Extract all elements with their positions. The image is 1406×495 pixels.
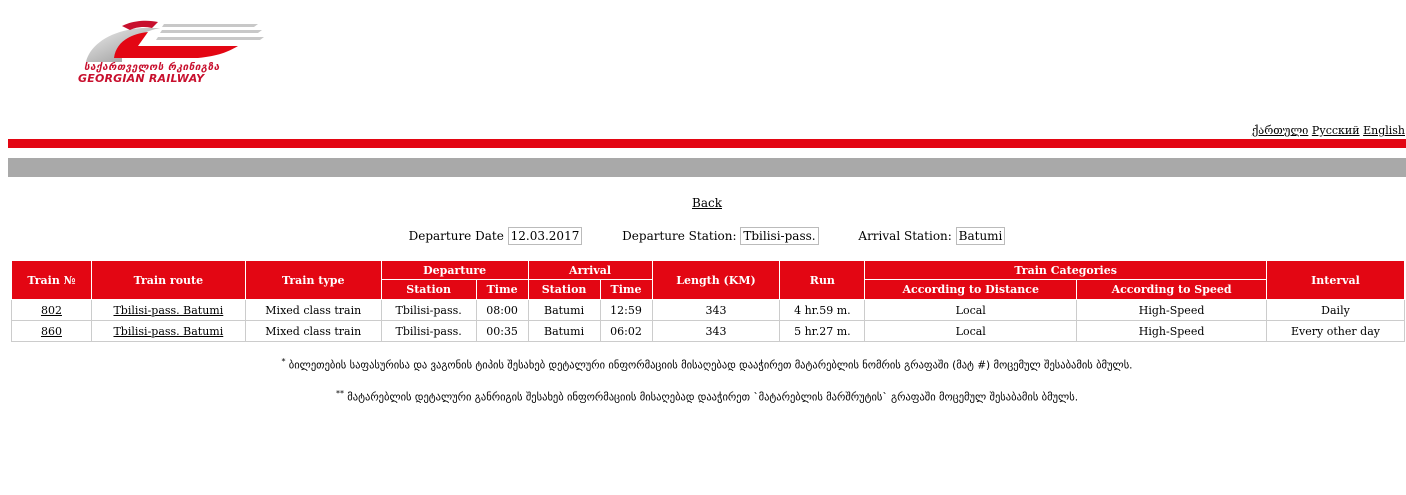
- lang-english-link[interactable]: English: [1363, 124, 1405, 137]
- departure-date-label: Departure Date: [408, 229, 504, 243]
- cell-train-type: Mixed class train: [245, 321, 381, 342]
- cell-length: 343: [652, 321, 780, 342]
- cell-departure-time: 08:00: [476, 300, 528, 321]
- footnote-1-text: ბილეთების საფასურისა და ვაგონის ტიპის შესახებ დეტალური ინფორმაციის მისაღებად დააჭირეთ მატარებლის ნომრის გრაფაში (მატ #) მოცემულ შესაბამის ბმულს.: [288, 359, 1133, 372]
- cell-interval: Every other day: [1267, 321, 1405, 342]
- header-length: Length (KM): [652, 261, 780, 300]
- back-link[interactable]: Back: [692, 196, 722, 210]
- footnote-2: [8, 389, 1406, 404]
- header-departure-time: Time: [476, 280, 528, 300]
- train-schedule-table: [11, 260, 1405, 342]
- arrival-station-group: [858, 227, 1005, 245]
- footnote-2-mark: **: [335, 388, 344, 398]
- cell-category-speed: High-Speed: [1077, 300, 1267, 321]
- georgian-railway-logo[interactable]: [78, 18, 268, 86]
- header-grey-bar: [8, 158, 1406, 177]
- header-train-type: Train type: [245, 261, 381, 300]
- header-red-bar: [8, 139, 1406, 148]
- back-container: [8, 196, 1406, 210]
- cell-arrival-station: Batumi: [528, 300, 600, 321]
- header-arrival-station: Station: [528, 280, 600, 300]
- header-train-categories: Train Categories: [865, 261, 1267, 280]
- logo-emblem-icon: [78, 18, 268, 66]
- header-by-speed: According to Speed: [1077, 280, 1267, 300]
- cell-category-distance: Local: [865, 300, 1077, 321]
- footnotes: [8, 357, 1406, 420]
- header-departure-station: Station: [381, 280, 476, 300]
- footnote-2-text: მატარებლის დეტალური განრიგის შესახებ ინფორმაციის მისაღებად დააჭირეთ `მატარებლის მარშრუტის` გრაფაში მოცემულ შესაბამის ბმულს.: [347, 391, 1079, 403]
- header-interval: Interval: [1267, 261, 1405, 300]
- cell-category-speed: High-Speed: [1077, 321, 1267, 342]
- footnote-1-mark: *: [281, 357, 286, 366]
- cell-train-type: Mixed class train: [245, 300, 381, 321]
- cell-route: [91, 321, 245, 342]
- cell-category-distance: Local: [865, 321, 1077, 342]
- cell-train-no: [12, 300, 92, 321]
- header-train-no: Train №: [12, 261, 92, 300]
- departure-date-group: [409, 227, 583, 245]
- header-arrival: Arrival: [528, 261, 652, 280]
- page: [8, 0, 1406, 495]
- header-run: Run: [780, 261, 865, 300]
- departure-station-group: [622, 227, 818, 245]
- arrival-station-value: Batumi: [956, 227, 1006, 245]
- train-number-link[interactable]: 860: [40, 324, 62, 338]
- train-number-link[interactable]: 802: [40, 303, 62, 317]
- logo-name-english: GEORGIAN RAILWAY: [78, 72, 205, 85]
- departure-station-label: Departure Station:: [622, 229, 737, 243]
- footnote-1: [8, 357, 1406, 372]
- departure-date-value: 12.03.2017: [508, 227, 583, 245]
- train-route-link[interactable]: Tbilisi-pass. Batumi: [113, 324, 224, 338]
- cell-length: 343: [652, 300, 780, 321]
- lang-georgian-link[interactable]: ქართული: [1251, 124, 1309, 137]
- departure-station-value: Tbilisi-pass.: [740, 227, 818, 245]
- header-by-distance: According to Distance: [865, 280, 1077, 300]
- cell-arrival-station: Batumi: [528, 321, 600, 342]
- cell-arrival-time: 06:02: [600, 321, 652, 342]
- cell-departure-station: Tbilisi-pass.: [381, 300, 476, 321]
- arrival-station-label: Arrival Station:: [858, 229, 952, 243]
- header-arrival-time: Time: [600, 280, 652, 300]
- train-route-link[interactable]: Tbilisi-pass. Batumi: [113, 303, 224, 317]
- header-train-route: Train route: [91, 261, 245, 300]
- cell-run: 5 hr.27 m.: [780, 321, 865, 342]
- cell-train-no: [12, 321, 92, 342]
- cell-arrival-time: 12:59: [600, 300, 652, 321]
- header-departure: Departure: [381, 261, 528, 280]
- language-switcher: [1252, 124, 1405, 137]
- cell-interval: Daily: [1267, 300, 1405, 321]
- table-row: [12, 300, 1405, 321]
- cell-departure-station: Tbilisi-pass.: [381, 321, 476, 342]
- cell-route: [91, 300, 245, 321]
- lang-russian-link[interactable]: Русский: [1311, 124, 1360, 137]
- table-row: [12, 321, 1405, 342]
- search-summary: [8, 227, 1406, 245]
- cell-run: 4 hr.59 m.: [780, 300, 865, 321]
- cell-departure-time: 00:35: [476, 321, 528, 342]
- logo-name-georgian: საქართველოს რკინიგზა: [84, 62, 220, 73]
